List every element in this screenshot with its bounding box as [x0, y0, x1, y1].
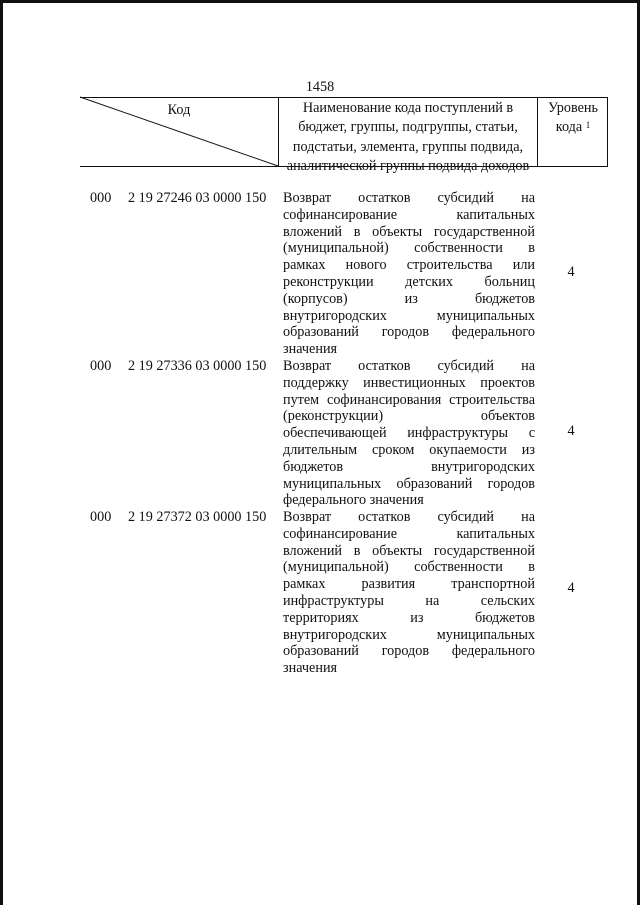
- description-line: путем софинансирования строительства: [283, 391, 535, 408]
- description-line: муниципальных образований городов: [283, 475, 535, 492]
- description-line: (муниципальной) собственности в: [283, 240, 535, 257]
- description-line: территориях из бюджетов: [283, 609, 535, 626]
- description-line: обеспечивающей инфраструктуры с: [283, 425, 535, 442]
- row-level: 4: [567, 423, 575, 439]
- header-name-line: бюджет, группы, подгруппы, статьи,: [298, 119, 518, 136]
- header-name-line: аналитической группы подвида доходов: [286, 157, 530, 174]
- description-line: внутригородских муниципальных: [283, 307, 535, 324]
- page-number: 1458: [305, 79, 335, 95]
- row-description: [283, 509, 535, 677]
- description-line: рамках развития транспортной: [283, 576, 535, 593]
- description-line: поддержку инвестиционных проектов: [283, 374, 535, 391]
- row-admin-code: 000: [90, 358, 112, 374]
- row-revenue-code: 2 19 27246 03 0000 150: [128, 190, 267, 206]
- header-name: [279, 99, 537, 176]
- header-level-line2: [538, 118, 608, 137]
- row-level: 4: [567, 264, 575, 280]
- description-line: вложений в объекты государственной: [283, 542, 535, 559]
- description-line: софинансирование капитальных: [283, 206, 535, 223]
- description-line: рамках нового строительства или: [283, 257, 535, 274]
- header-level-line: Уровень: [548, 100, 598, 116]
- description-line: значения: [283, 341, 338, 358]
- description-line: (реконструкции) объектов: [283, 408, 535, 425]
- row-admin-code: 000: [90, 190, 112, 206]
- description-line: бюджетов внутригородских: [283, 458, 535, 475]
- description-line: вложений в объекты государственной: [283, 223, 535, 240]
- description-line: федерального значения: [283, 492, 424, 509]
- description-line: Возврат остатков субсидий на: [283, 509, 535, 525]
- row-description: [283, 358, 535, 509]
- description-line: софинансирование капитальных: [283, 525, 535, 542]
- row-revenue-code: 2 19 27336 03 0000 150: [128, 358, 267, 374]
- header-level-word: кода: [555, 119, 583, 136]
- description-line: (корпусов) из бюджетов: [283, 290, 535, 307]
- footnote-marker: 1: [585, 120, 591, 131]
- description-line: (муниципальной) собственности в: [283, 559, 535, 576]
- description-line: образований городов федерального: [283, 643, 535, 660]
- row-description: [283, 190, 535, 358]
- description-line: Возврат остатков субсидий на: [283, 190, 535, 206]
- header-level: [538, 99, 608, 138]
- row-level: 4: [567, 580, 575, 596]
- description-line: реконструкции детских больниц: [283, 273, 535, 290]
- header-name-line: Наименование кода поступлений в: [302, 100, 514, 116]
- row-revenue-code: 2 19 27372 03 0000 150: [128, 509, 267, 525]
- description-line: инфраструктуры на сельских: [283, 592, 535, 609]
- row-admin-code: 000: [90, 509, 112, 525]
- description-line: значения: [283, 660, 338, 677]
- description-line: длительным сроком окупаемости из: [283, 441, 535, 458]
- header-code: Код: [167, 102, 191, 118]
- description-line: Возврат остатков субсидий на: [283, 358, 535, 374]
- header-name-line: подстатьи, элемента, группы подвида,: [292, 138, 524, 155]
- description-line: внутригородских муниципальных: [283, 626, 535, 643]
- description-line: образований городов федерального: [283, 324, 535, 341]
